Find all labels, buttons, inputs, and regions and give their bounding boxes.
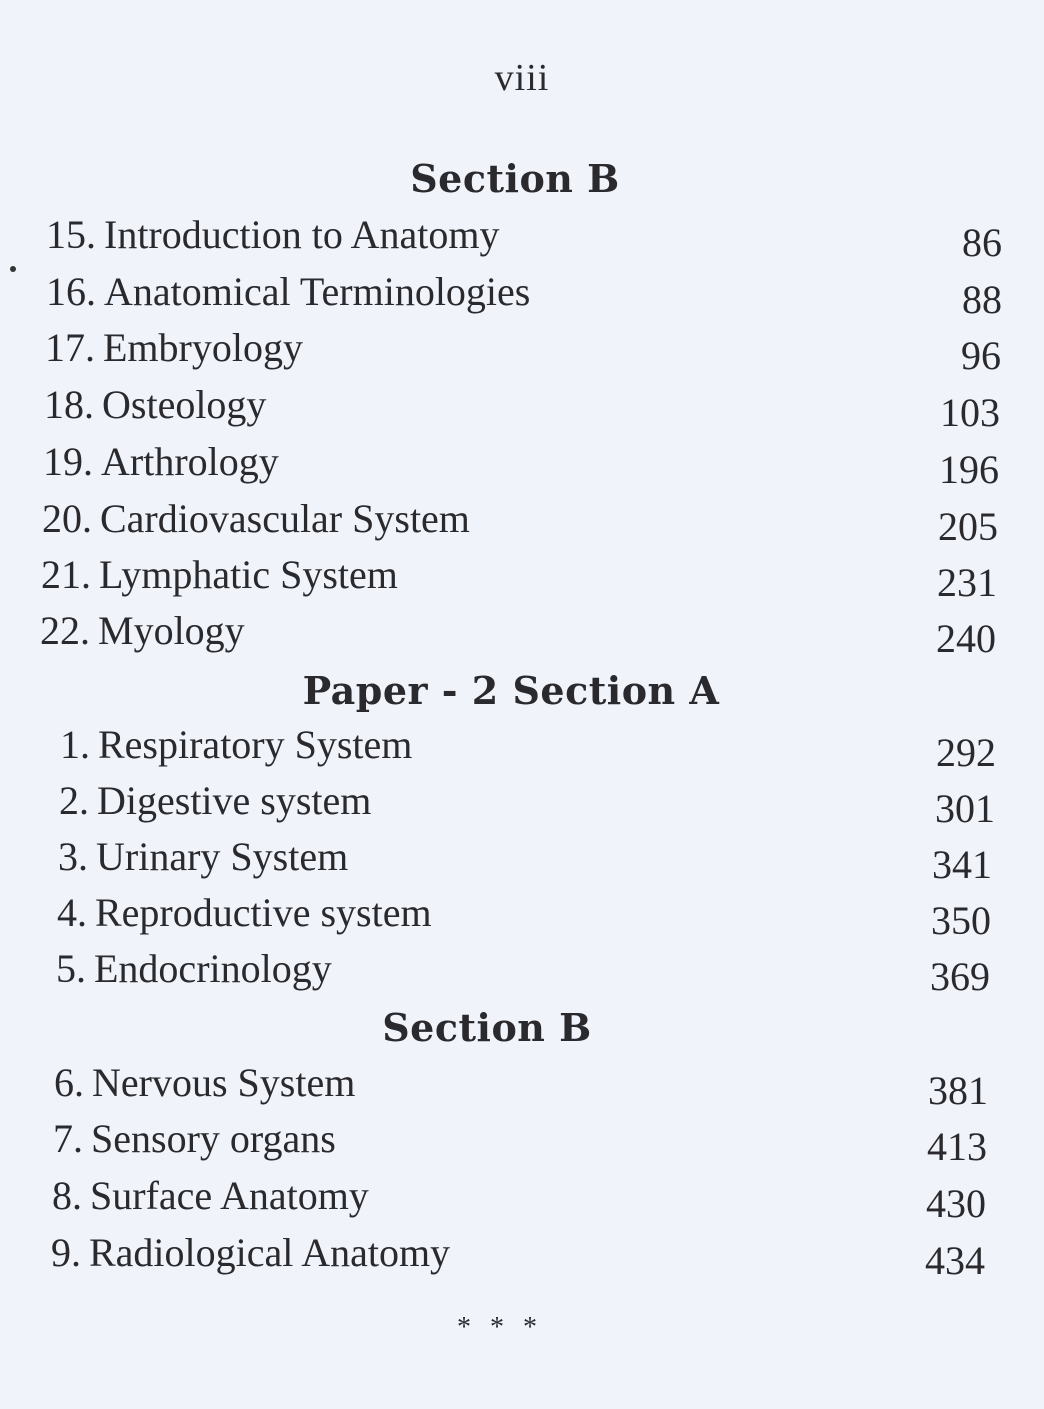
entry-page: 88 xyxy=(962,277,1002,322)
entry-title: Surface Anatomy xyxy=(90,1173,369,1218)
toc-entry xyxy=(26,494,998,549)
entry-title: Introduction to Anatomy xyxy=(104,212,500,257)
entry-page: 196 xyxy=(939,447,999,492)
entry-page: 240 xyxy=(936,616,996,661)
entry-number: 5. xyxy=(56,946,86,991)
entry-title: Sensory organs xyxy=(91,1116,336,1161)
entry-number: 18. xyxy=(44,382,94,427)
entry-number: 3. xyxy=(58,834,88,879)
entry-page: 205 xyxy=(938,504,998,549)
entry-number: 21. xyxy=(41,552,91,597)
entry-page: 292 xyxy=(936,730,996,775)
toc-entry xyxy=(21,888,991,943)
entry-page: 103 xyxy=(940,390,1000,435)
entry-number: 8. xyxy=(52,1173,82,1218)
entry-page: 434 xyxy=(925,1238,985,1283)
page-number: viii xyxy=(494,57,550,99)
entry-title: Reproductive system xyxy=(95,890,432,935)
toc-entry xyxy=(30,267,1002,322)
entry-page: 350 xyxy=(931,898,991,943)
toc-entry xyxy=(27,437,999,492)
entry-title: Digestive system xyxy=(97,778,372,823)
entry-title: Endocrinology xyxy=(94,946,332,991)
toc-entry xyxy=(24,606,996,661)
end-mark: * * * xyxy=(457,1312,543,1343)
section-heading-b-paper1: Section B xyxy=(410,156,620,201)
entry-title: Anatomical Terminologies xyxy=(104,269,531,314)
entry-title: Cardiovascular System xyxy=(100,496,470,541)
ink-speck xyxy=(10,266,16,272)
entry-title: Nervous System xyxy=(92,1060,356,1105)
entry-title: Osteology xyxy=(102,382,267,427)
toc-entry xyxy=(30,210,1002,265)
entry-number: 4. xyxy=(57,890,87,935)
toc-entry xyxy=(18,1058,988,1113)
toc-entry xyxy=(28,380,1000,435)
toc-entry xyxy=(20,944,990,999)
toc-entry xyxy=(29,323,1001,378)
section-heading-b-paper2: Section B xyxy=(382,1005,592,1050)
entry-page: 369 xyxy=(930,954,990,999)
entry-number: 17. xyxy=(45,325,95,370)
entry-title: Embryology xyxy=(103,325,303,370)
toc-entry xyxy=(16,1171,986,1226)
entry-number: 7. xyxy=(53,1116,83,1161)
entry-number: 16. xyxy=(46,269,96,314)
entry-number: 9. xyxy=(51,1230,81,1275)
entry-title: Respiratory System xyxy=(98,722,413,767)
section-heading-paper2-a: Paper - 2 Section A xyxy=(302,668,720,713)
entry-title: Lymphatic System xyxy=(99,552,398,597)
toc-entry xyxy=(23,776,995,831)
entry-number: 22. xyxy=(40,608,90,653)
toc-entry xyxy=(25,550,997,605)
toc-entry xyxy=(17,1114,987,1169)
entry-number: 1. xyxy=(60,722,90,767)
entry-title: Myology xyxy=(98,608,245,653)
entry-number: 2. xyxy=(59,778,89,823)
entry-title: Arthrology xyxy=(101,439,279,484)
toc-entry xyxy=(22,832,992,887)
entry-page: 86 xyxy=(962,220,1002,265)
entry-number: 20. xyxy=(42,496,92,541)
entry-number: 6. xyxy=(54,1060,84,1105)
entry-page: 341 xyxy=(932,842,992,887)
entry-page: 430 xyxy=(926,1181,986,1226)
entry-number: 15. xyxy=(46,212,96,257)
entry-page: 413 xyxy=(927,1124,987,1169)
entry-title: Radiological Anatomy xyxy=(89,1230,451,1275)
toc-entry xyxy=(15,1228,985,1283)
toc-entry xyxy=(24,720,996,775)
entry-page: 96 xyxy=(961,333,1001,378)
entry-page: 231 xyxy=(937,560,997,605)
entry-page: 301 xyxy=(935,786,995,831)
entry-number: 19. xyxy=(43,439,93,484)
entry-page: 381 xyxy=(928,1068,988,1113)
entry-title: Urinary System xyxy=(96,834,349,879)
